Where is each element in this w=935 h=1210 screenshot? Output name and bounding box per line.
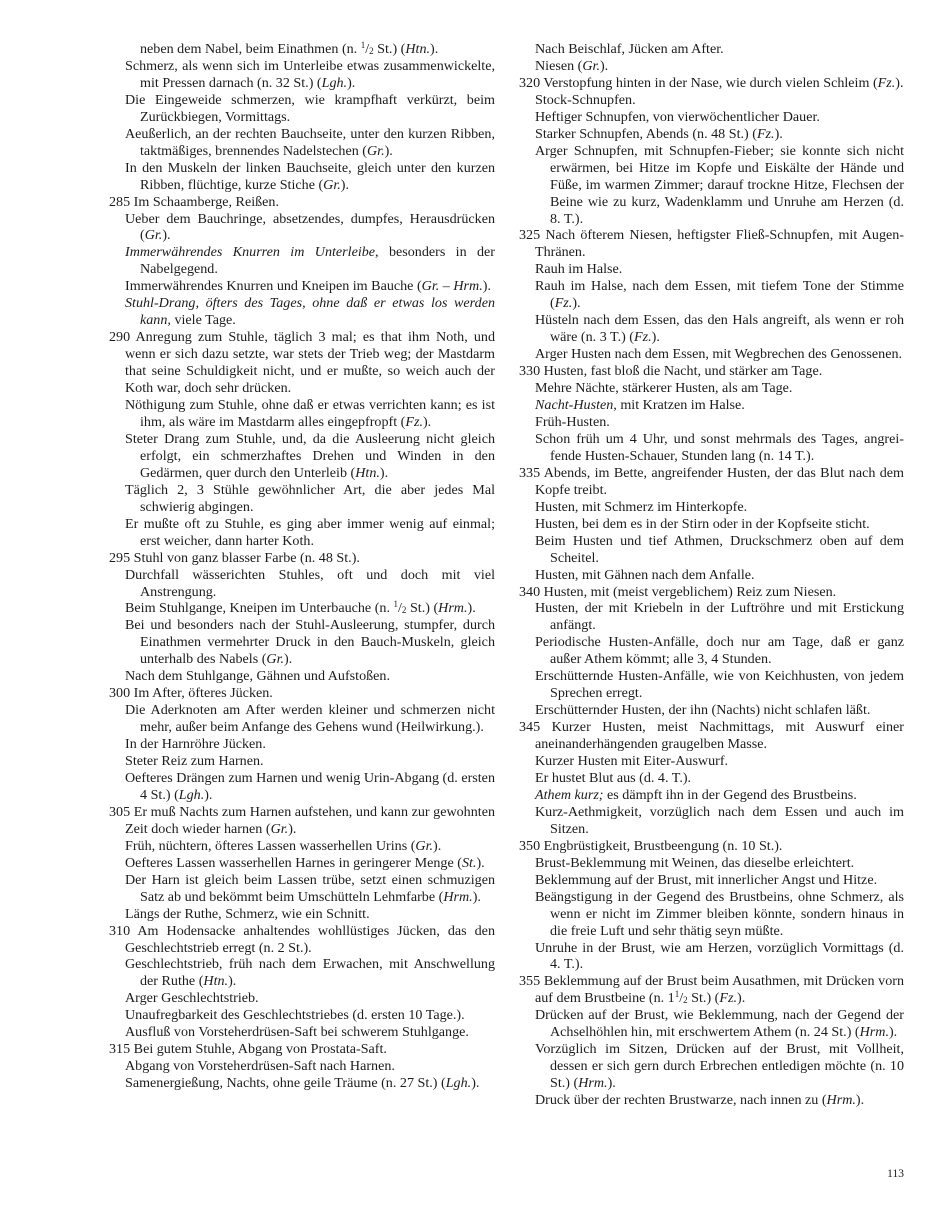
left-column [109, 41, 495, 1092]
symptom-entry: Husten, mit Schmerz im Hinterkopfe. [535, 498, 748, 515]
symptom-entry: Stuhl-Drang, öfters des Tages, ohne daß er etwas los werden kann, viele Tage. [125, 295, 495, 329]
numbered-entry: 310 Am Hodensacke anhaltendes wohllüstiges Jücken, das den Geschlechtstrieb erregt (n. 2 St.). [109, 922, 495, 956]
symptom-entry: Geschlechtstrieb, früh nach dem Erwachen, mit Anschwellung der Ruthe (Htn.). [125, 956, 495, 990]
symptom-entry: Arger Schnupfen, mit Schnupfen-Fieber; sie konnte sich nicht erwärmen, bei Hitze im Kopfe und Eiskälte der Hände und Füße, im warmen Zimmer; darauf trockne Hitze, Flechsen der Beine wie zu kurz, Wadenklamm und Unruhe am Herzen (d. 8. T.). [535, 142, 904, 227]
symptom-entry: Täglich 2, 3 Stühle gewöhnlicher Art, die aber jedes Mal schwierig abgingen. [125, 481, 495, 515]
symptom-entry: Ueber dem Bauchringe, absetzendes, dumpfes, Herausdrücken (Gr.). [125, 210, 495, 244]
entry-number: 345 [519, 719, 541, 736]
symptom-entry: Hüsteln nach dem Essen, das den Hals angreift, als wenn er roh wäre (n. 3 T.) (Fz.). [535, 312, 904, 346]
numbered-entry: 340 Husten, mit (meist vergeblichem) Reiz zum Niesen. [519, 583, 837, 600]
symptom-entry: Durchfall wässerichten Stuhles, oft und doch mit viel Anstrengung. [125, 566, 495, 600]
symptom-entry: Früh, nüchtern, öfteres Lassen wasserhellen Urins (Gr.). [125, 837, 442, 854]
numbered-entry: 305 Er muß Nachts zum Harnen aufstehen, und kann zur gewohnten Zeit doch wieder harnen (Gr.). [109, 803, 495, 837]
symptom-entry: Niesen (Gr.). [535, 57, 609, 74]
symptom-entry: Rauh im Halse. [535, 261, 623, 278]
numbered-entry: 335 Abends, im Bette, angreifender Husten, der das Blut nach dem Kopfe treibt. [519, 464, 904, 498]
symptom-entry: Aeußerlich, an der rechten Bauchseite, unter den kurzen Ribben, taktmäßiges, brennendes Nadelstechen (Gr.). [125, 125, 495, 159]
symptom-entry: Unruhe in der Brust, wie am Herzen, vorzüglich Vormittags (d. 4. T.). [535, 939, 904, 973]
symptom-entry: Husten, der mit Kriebeln in der Luftröhre und mit Erstickung anfängt. [535, 600, 904, 634]
symptom-entry: Beim Husten und tief Athmen, Druckschmerz oben auf dem Scheitel. [535, 532, 904, 566]
symptom-entry: Husten, bei dem es in der Stirn oder in der Kopfseite sticht. [535, 515, 870, 532]
symptom-entry: Oefteres Drängen zum Harnen und wenig Urin-Abgang (d. ersten 4 St.) (Lgh.). [125, 769, 495, 803]
symptom-entry: Stock-Schnupfen. [535, 91, 636, 108]
entry-number: 290 [109, 329, 131, 346]
symptom-entry: Abgang von Vorsteherdrüsen-Saft nach Harnen. [125, 1058, 395, 1075]
numbered-entry: 325 Nach öfterem Niesen, heftigster Fließ-Schnupfen, mit Augen-Thränen. [519, 227, 904, 261]
symptom-entry: Mehre Nächte, stärkerer Husten, als am Tage. [535, 380, 793, 397]
symptom-entry: Der Harn ist gleich beim Lassen trübe, setzt einen schmuzigen Satz ab und bekömmt beim Umschütteln Lehmfarbe (Hrm.). [125, 871, 495, 905]
symptom-entry: Bei und besonders nach der Stuhl-Ausleerung, stumpfer, durch Einathmen vermehrter Druck in den Bauch-Muskeln, gleich unterhalb des Nabels (Gr.). [125, 617, 495, 668]
symptom-entry: Die Aderknoten am After werden kleiner und schmerzen nicht mehr, außer beim Anfange des Gehens wund (Heilwirkung.). [125, 702, 495, 736]
symptom-entry: Samenergießung, Nachts, ohne geile Träume (n. 27 St.) (Lgh.). [125, 1075, 480, 1092]
numbered-entry: 300 Im After, öfteres Jücken. [109, 685, 273, 702]
entry-number: 310 [109, 922, 131, 939]
symptom-entry: Beklemmung auf der Brust, mit innerlicher Angst und Hitze. [535, 871, 878, 888]
numbered-entry: 295 Stuhl von ganz blasser Farbe (n. 48 St.). [109, 549, 360, 566]
symptom-entry: Längs der Ruthe, Schmerz, wie ein Schnitt. [125, 905, 370, 922]
symptom-entry: Erschütternde Husten-Anfälle, wie von Keichhusten, von jedem Sprechen erregt. [535, 668, 904, 702]
symptom-entry: Immerwährendes Knurren im Unterleibe, besonders in der Nabelgegend. [125, 244, 495, 278]
numbered-entry: 350 Engbrüstigkeit, Brustbeengung (n. 10 St.). [519, 837, 783, 854]
symptom-entry: Periodische Husten-Anfälle, doch nur am Tage, daß er ganz außer Athem kömmt; alle 3, 4 Stunden. [535, 634, 904, 668]
symptom-entry: Steter Reiz zum Harnen. [125, 753, 264, 770]
symptom-entry: Unaufregbarkeit des Geschlechtstriebes (d. ersten 10 Tage.). [125, 1007, 465, 1024]
entry-number: 320 [519, 74, 541, 91]
entry-number: 330 [519, 363, 541, 380]
symptom-entry: Drücken auf der Brust, wie Beklemmung, nach der Gegend der Achselhöhlen hin, mit erschwertem Athem (n. 24 St.) (Hrm.). [535, 1007, 904, 1041]
symptom-entry: Arger Geschlechtstrieb. [125, 990, 259, 1007]
symptom-entry: Nach Beischlaf, Jücken am After. [535, 41, 724, 57]
symptom-entry: Nach dem Stuhlgange, Gähnen und Aufstoßen. [125, 668, 390, 685]
symptom-entry: Erschütternder Husten, der ihn (Nachts) nicht schlafen läßt. [535, 702, 871, 719]
symptom-entry: Früh-Husten. [535, 413, 610, 430]
symptom-entry: Oefteres Lassen wasserhellen Harnes in geringerer Menge (St.). [125, 854, 485, 871]
symptom-entry: Ausfluß von Vorsteherdrüsen-Saft bei schwerem Stuhlgange. [125, 1024, 469, 1041]
symptom-entry: Athem kurz; es dämpft ihn in der Gegend des Brustbeins. [535, 786, 857, 803]
symptom-entry: In den Muskeln der linken Bauchseite, gleich unter den kurzen Ribben, flüchtige, kurze Stiche (Gr.). [125, 159, 495, 193]
symptom-entry: Vorzüglich im Sitzen, Drücken auf der Brust, mit Vollheit, dessen er sich gern durch Erbrechen entledigen möchte (n. 10 St.) (Hrm.). [535, 1041, 904, 1092]
symptom-entry: Nacht-Husten, mit Kratzen im Halse. [535, 397, 745, 414]
symptom-entry: Er mußte oft zu Stuhle, es ging aber immer wenig auf einmal; erst weicher, dann harter Koth. [125, 515, 495, 549]
entry-number: 285 [109, 193, 131, 210]
symptom-entry: Arger Husten nach dem Essen, mit Wegbrechen des Genossenen. [535, 346, 903, 363]
entry-number: 335 [519, 464, 541, 481]
entry-number: 325 [519, 227, 541, 244]
page-number: 113 [887, 1168, 904, 1180]
entry-number: 300 [109, 685, 131, 702]
numbered-entry: 355 Beklemmung auf der Brust beim Ausathmen, mit Drücken vorn auf dem Brustbeine (n. $1^1/_2$ St.) (Fz.). [519, 973, 904, 1007]
symptom-entry: Schmerz, als wenn sich im Unterleibe etwas zusammenwickelte, mit Pressen darnach (n. 32 St.) (Lgh.). [125, 57, 495, 91]
symptom-entry: Schon früh um 4 Uhr, und sonst mehrmals des Tages, angreifende Husten-Schauer, Stunden lang (n. 14 T.). [535, 430, 904, 464]
symptom-entry: neben dem Nabel, beim Einathmen (n. $^1/_2$ St.) (Htn.). [140, 40, 439, 57]
numbered-entry: 330 Husten, fast bloß die Nacht, und stärker am Tage. [519, 363, 823, 380]
symptom-entry: Die Eingeweide schmerzen, wie krampfhaft verkürzt, beim Zurückbiegen, Vormittags. [125, 91, 495, 125]
right-column [519, 41, 904, 1109]
entry-number: 305 [109, 803, 131, 820]
entry-number: 350 [519, 837, 541, 854]
entry-number: 315 [109, 1041, 131, 1058]
numbered-entry: 290 Anregung zum Stuhle, täglich 3 mal; es that ihm Noth, und wenn er sich dazu setzte, war stets der Trieb weg; der Mastdarm that seine Schuldigkeit nicht, und er mußte, so weich auch der Koth war, doch sehr drücken. [109, 329, 495, 397]
symptom-entry: Beängstigung in der Gegend des Brustbeins, ohne Schmerz, als wenn er nicht im Zimmer bleiben könnte, sondern hinaus in die freie Luft und sehr thätig seyn müßte. [535, 888, 904, 939]
numbered-entry: 285 Im Schaamberge, Reißen. [109, 193, 279, 210]
symptom-entry: Er hustet Blut aus (d. 4. T.). [535, 769, 692, 786]
symptom-entry: Kurzer Husten mit Eiter-Auswurf. [535, 753, 729, 770]
symptom-entry: Steter Drang zum Stuhle, und, da die Ausleerung nicht gleich erfolgt, ein schmerzhaftes Drehen und Winden in den Gedärmen, quer durch den Unterleib (Htn.). [125, 430, 495, 481]
entry-number: 295 [109, 549, 131, 566]
numbered-entry: 315 Bei gutem Stuhle, Abgang von Prostata-Saft. [109, 1041, 387, 1058]
symptom-entry: Starker Schnupfen, Abends (n. 48 St.) (Fz.). [535, 125, 783, 142]
entry-number: 340 [519, 583, 541, 600]
symptom-entry: Heftiger Schnupfen, von vierwöchentlicher Dauer. [535, 108, 820, 125]
numbered-entry: 345 Kurzer Husten, meist Nachmittags, mit Auswurf einer aneinanderhängenden graugelben Masse. [519, 719, 904, 753]
symptom-entry: In der Harnröhre Jücken. [125, 736, 266, 753]
symptom-entry: Rauh im Halse, nach dem Essen, mit tiefem Tone der Stimme (Fz.). [535, 278, 904, 312]
symptom-entry: Kurz-Aethmigkeit, vorzüglich nach dem Essen und auch im Sitzen. [535, 803, 904, 837]
entry-number: 355 [519, 973, 541, 990]
symptom-entry: Husten, mit Gähnen nach dem Anfalle. [535, 566, 755, 583]
symptom-entry: Beim Stuhlgange, Kneipen im Unterbauche (n. $^1/_2$ St.) (Hrm.). [125, 599, 476, 617]
symptom-entry: Brust-Beklemmung mit Weinen, das dieselbe erleichtert. [535, 854, 855, 871]
symptom-entry: Immerwährendes Knurren und Kneipen im Bauche (Gr. – Hrm.). [125, 278, 491, 295]
symptom-entry: Nöthigung zum Stuhle, ohne daß er etwas verrichten kann; es ist ihm, als wäre im Mastdarm alles eingepfropft (Fz.). [125, 397, 495, 430]
symptom-entry: Druck über der rechten Brustwarze, nach innen zu (Hrm.). [535, 1092, 865, 1109]
numbered-entry: 320 Verstopfung hinten in der Nase, wie durch vielen Schleim (Fz.). [519, 74, 904, 91]
